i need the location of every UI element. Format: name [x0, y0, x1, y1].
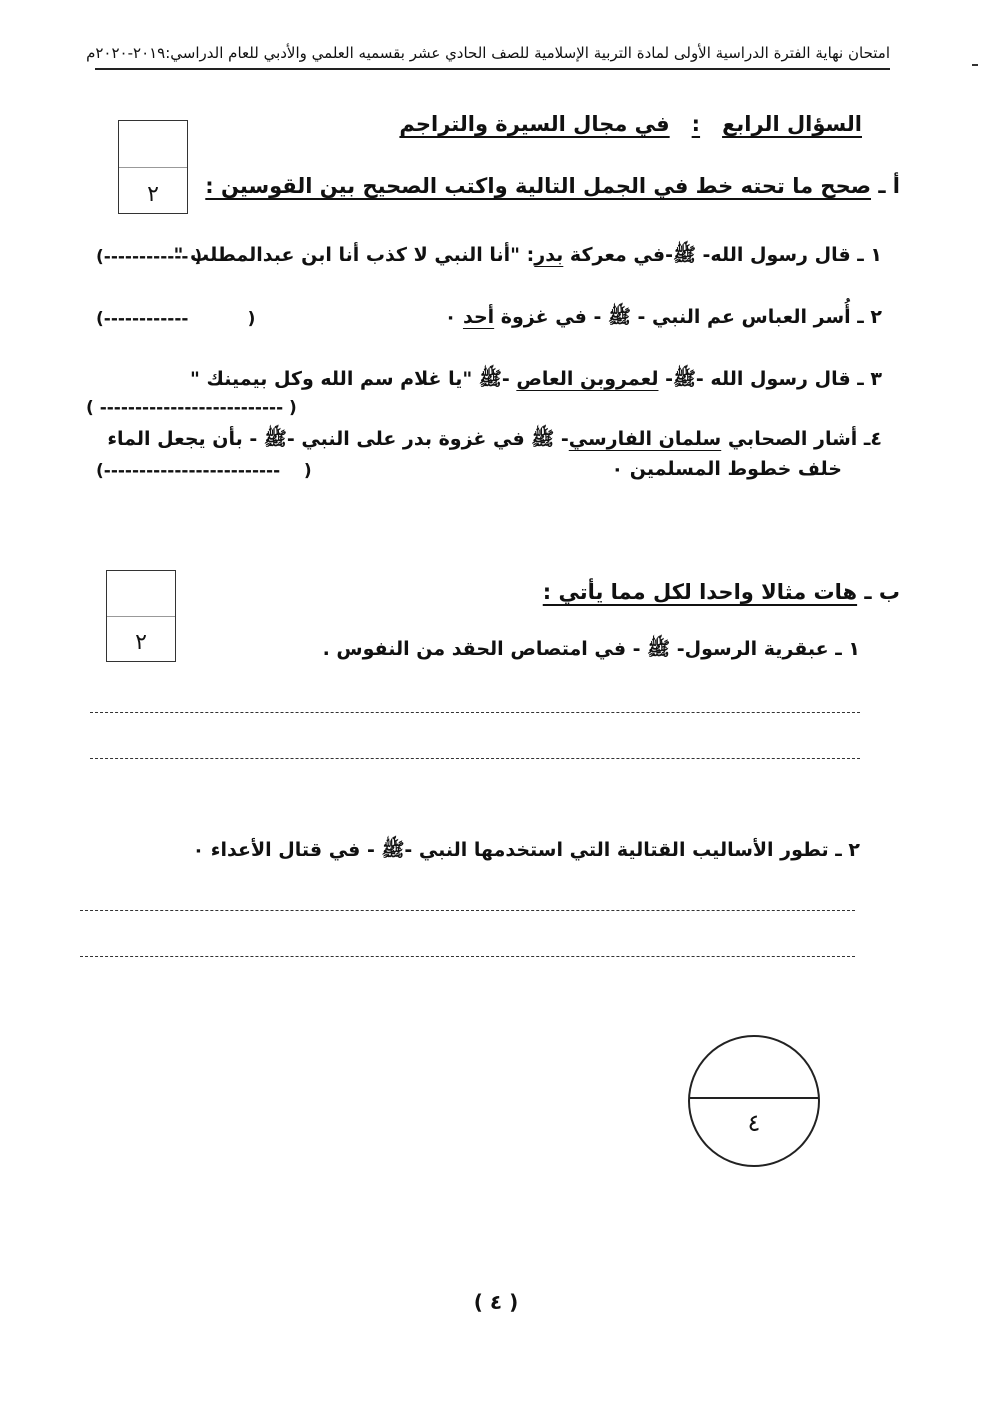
corner-mark — [972, 64, 978, 66]
section-a-item-2 — [445, 305, 882, 333]
item-4-underlined: سلمان الفارسي — [568, 428, 722, 450]
total-score-circle — [688, 1035, 820, 1167]
score-box-a-blank — [119, 121, 187, 168]
item-1-answer-bracket[interactable]: (------------ ) — [96, 247, 203, 267]
section-a-marker: أ ـ — [878, 174, 900, 198]
score-box-b-blank — [107, 571, 175, 617]
question-field: في مجال السيرة والتراجم — [399, 112, 670, 136]
total-score-divider — [690, 1097, 818, 1099]
item-4-answer-bracket[interactable]: (------------------------- ) — [96, 461, 312, 481]
item-3-underlined: لعمروبن العاص — [516, 368, 659, 390]
score-box-b-value: ٢ — [135, 630, 147, 655]
section-a-item-4 — [107, 427, 882, 455]
page-number: ( ٤ ) — [473, 1290, 519, 1314]
section-b-item-2: ٢ ـ تطور الأساليب القتالية التي استخدمها النبي -ﷺ - في قتال الأعداء ٠ — [192, 839, 860, 861]
item-4-text-end: - ﷺ في غزوة بدر على النبي -ﷺ - بأن يجعل الماء — [107, 428, 569, 450]
section-b-heading — [543, 580, 900, 604]
section-b-instruction: هات مثالا واحدا لكل مما يأتي : — [542, 580, 858, 604]
answer-line-b1-1[interactable] — [90, 712, 860, 713]
item-1-text: ١ ـ قال رسول الله- ﷺ-في معركة — [563, 244, 882, 266]
answer-line-b2-1[interactable] — [80, 910, 855, 911]
item-3-text: ٣ ـ قال رسول الله -ﷺ- — [658, 368, 882, 390]
question-title — [399, 112, 862, 136]
score-box-a-value: ٢ — [147, 182, 159, 207]
answer-line-b2-2[interactable] — [80, 956, 855, 957]
item-4-text: ٤ـ أشار الصحابي — [721, 428, 882, 450]
item-4-line-2: خلف خطوط المسلمين ٠ — [611, 458, 842, 480]
answer-line-b1-2[interactable] — [90, 758, 860, 759]
item-2-answer-bracket[interactable]: (------------ ) — [96, 309, 256, 329]
section-a-item-3 — [190, 367, 882, 395]
section-b-marker: ب ـ — [864, 580, 900, 604]
score-box-b — [106, 570, 176, 662]
item-3-quote: -ﷺ "يا غلام سم الله وكل بيمينك " — [190, 368, 517, 390]
question-title-label: السؤال الرابع — [722, 112, 862, 136]
item-3-answer-bracket[interactable]: ( -------------------------- ) — [86, 398, 297, 418]
section-a-instruction: صحح ما تحته خط في الجمل التالية واكتب الصحيح بين القوسين : — [205, 174, 871, 198]
item-2-underlined: أحد — [462, 306, 495, 328]
item-2-text: ٢ ـ أُسر العباس عم النبي - ﷺ - في غزوة — [494, 306, 882, 328]
item-2-end: ٠ — [444, 306, 463, 328]
item-1-underlined: بدر — [534, 244, 564, 266]
section-b-item-1: ١ ـ عبقرية الرسول- ﷺ - في امتصاص الحقد من النفوس . — [322, 638, 860, 660]
section-a-item-1 — [174, 243, 883, 271]
score-box-a — [118, 120, 188, 214]
question-title-colon: : — [691, 112, 701, 136]
total-score-value: ٤ — [747, 1108, 761, 1137]
section-a-heading — [205, 174, 900, 198]
item-1-quote: : "أنا النبي لا كذب أنا ابن عبدالمطلب " — [173, 244, 535, 266]
exam-header: امتحان نهاية الفترة الدراسية الأولى لمادة التربية الإسلامية للصف الحادي عشر بقسميه العلمي والأدبي للعام الدراسي:٢٠١٩-٢٠٢٠م — [95, 44, 890, 70]
